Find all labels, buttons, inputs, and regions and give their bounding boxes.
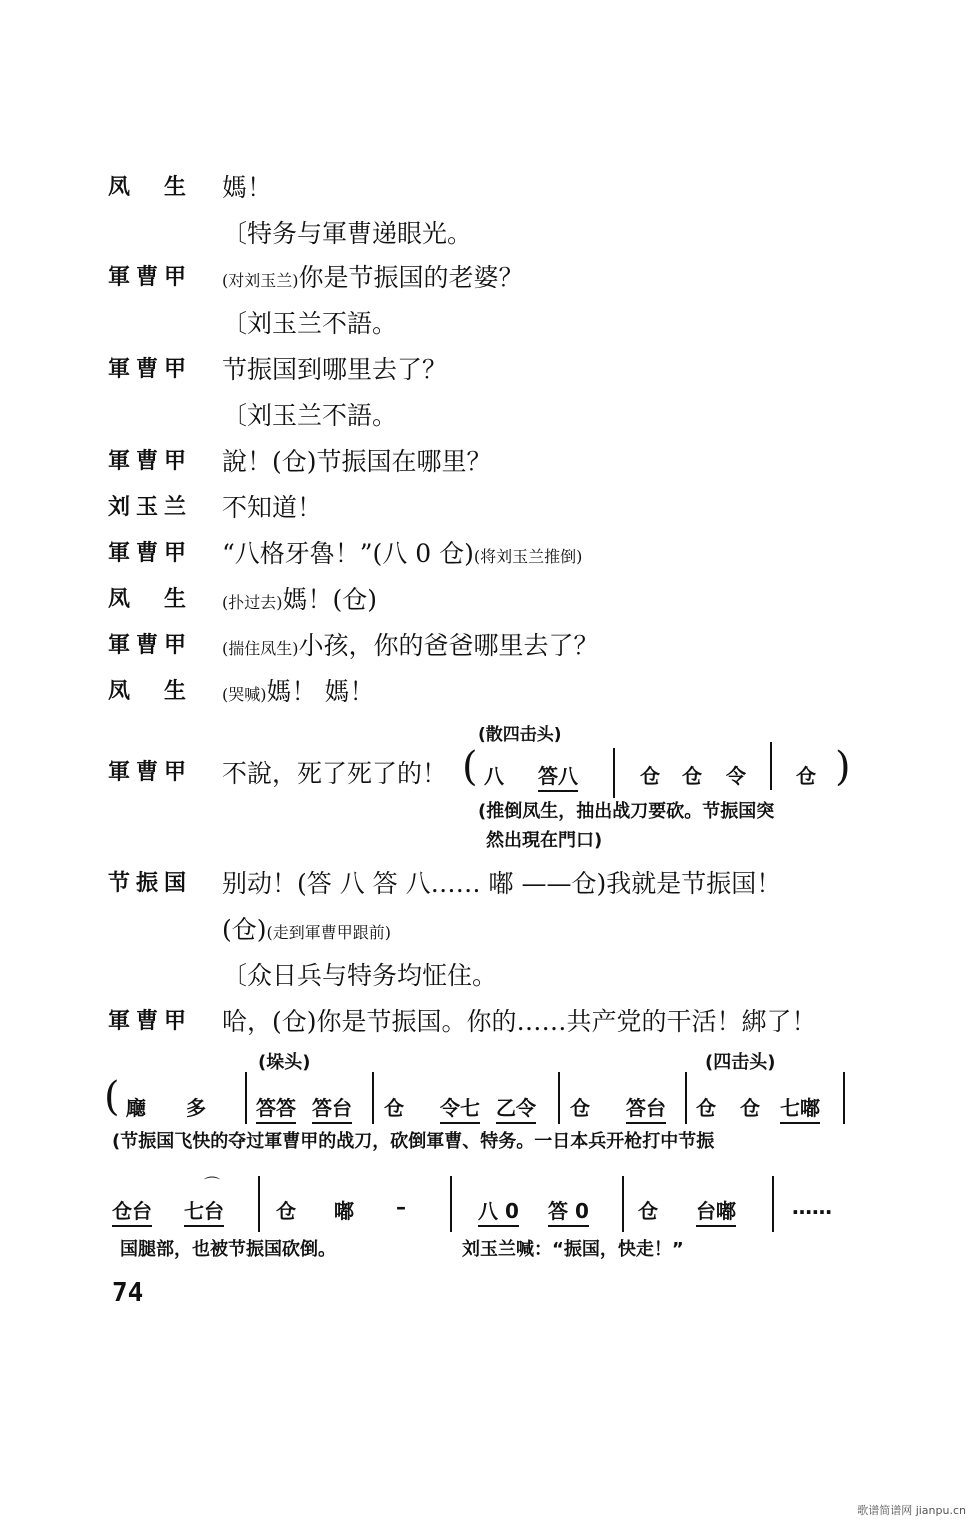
- percussion-label: (散四击头): [478, 725, 562, 745]
- notation-token: 仓: [696, 1096, 716, 1120]
- dialogue-text: 不知道！: [222, 493, 323, 522]
- notation-token: 廰: [126, 1096, 146, 1120]
- dialogue-line: [222, 168, 272, 204]
- dialogue-text: 〔刘玉兰不語。: [222, 401, 398, 430]
- open-paren: (: [104, 1074, 120, 1120]
- notation-token: 答台: [626, 1092, 666, 1124]
- notation-token: ……: [792, 1195, 832, 1219]
- label-sijitou: (四击头): [705, 1052, 776, 1073]
- dialogue-line: [222, 672, 374, 708]
- notation-token: 七嘟: [780, 1092, 820, 1124]
- dialogue-text: 〔特务与軍曹递眼光。: [222, 219, 473, 248]
- dialogue-text: (仓): [222, 915, 267, 944]
- dialogue-text: 哈，(仓)你是节振国。你的……共产党的干活！綁了！: [222, 1007, 817, 1036]
- dialogue-line: [222, 350, 447, 386]
- stage-direction-line: [222, 396, 397, 432]
- speaker-name: 节振国: [108, 871, 193, 896]
- stage-direction-line: [222, 956, 497, 992]
- bar-line: [613, 748, 615, 798]
- dialogue-text: 媽！: [222, 173, 273, 202]
- stage-direction-line: [222, 214, 472, 250]
- bar-line: [258, 1176, 260, 1232]
- dialogue-line: [222, 534, 582, 570]
- notation-token: 令七: [440, 1092, 480, 1124]
- notation-token: 仓: [276, 1199, 296, 1223]
- dialogue-text: 〔刘玉兰不語。: [222, 309, 398, 338]
- notation-token: 答八: [538, 760, 578, 792]
- notation-token: 仓: [740, 1096, 760, 1120]
- stage-direction: (节振国飞快的夺过軍曹甲的战刀，砍倒軍曹、特务。一日本兵开枪打中节振: [112, 1131, 715, 1152]
- notation-token: 令: [726, 764, 746, 788]
- speaker-name: 凤 生: [108, 175, 193, 200]
- dialogue-text: 小孩，你的爸爸哪里去了？: [298, 631, 599, 660]
- dialogue-line: [222, 580, 377, 616]
- dialogue-text: 你是节振国的老婆？: [298, 263, 524, 292]
- stage-direction: (走到軍曹甲跟前): [266, 923, 392, 942]
- speaker-name: 軍曹甲: [108, 265, 193, 290]
- dialogue-line: [222, 864, 781, 900]
- bar-line: [772, 1176, 774, 1232]
- stage-direction: (将刘玉兰推倒): [473, 547, 583, 566]
- dialogue-text: 〔众日兵与特务均怔住。: [222, 961, 498, 990]
- speaker-name: 軍曹甲: [108, 1009, 193, 1034]
- dialogue-text: 节振国到哪里去了？: [222, 355, 448, 384]
- dialogue-line: [222, 258, 524, 294]
- notation-token: 仓: [384, 1096, 404, 1120]
- label-duotou: (垛头): [258, 1052, 311, 1073]
- stage-direction: (扑过去): [222, 593, 283, 612]
- bar-line: [770, 742, 772, 790]
- bar-line: [558, 1072, 560, 1124]
- stage-direction-line: [222, 304, 397, 340]
- stage-direction: 然出現在門口): [486, 830, 603, 851]
- dialogue-text: 媽！(仓): [282, 585, 378, 614]
- notation-token: 台嘟: [696, 1195, 736, 1227]
- dialogue-text: 說！(仓)节振国在哪里？: [222, 447, 492, 476]
- notation-token: 仓台: [112, 1195, 152, 1227]
- stage-direction-line: [222, 910, 391, 946]
- bar-line: [245, 1072, 247, 1124]
- bar-line: [372, 1072, 374, 1124]
- stage-direction: 国腿部，也被节振国砍倒。: [120, 1239, 336, 1260]
- notation-token: 八 0: [478, 1195, 519, 1227]
- dialogue-text: 媽！ 媽！: [266, 677, 375, 706]
- speaker-name: 軍曹甲: [108, 357, 193, 382]
- notation-token: 答台: [312, 1092, 352, 1124]
- notation-token: 答 0: [548, 1195, 589, 1227]
- bar-line: [843, 1072, 845, 1124]
- dialogue-line: [222, 1002, 817, 1038]
- notation-token: 答答: [256, 1092, 296, 1124]
- speaker-name: 軍曹甲: [108, 449, 193, 474]
- stage-direction: (哭喊): [222, 685, 267, 704]
- notation-token: 仓: [570, 1096, 590, 1120]
- bar-line: [685, 1072, 687, 1124]
- notation-token: 八: [484, 764, 504, 788]
- dialogue-text: 别动！(答 八 答 八…… 嘟 ——仓)我就是节振国！: [222, 869, 782, 898]
- stage-direction: 刘玉兰喊：“振国，快走！”: [462, 1239, 684, 1260]
- notation-token: 乙令: [496, 1092, 536, 1124]
- dialogue-text: 不說，死了死了的！: [222, 759, 448, 788]
- notation-token: –: [396, 1195, 406, 1219]
- notation-token: 七台: [184, 1195, 224, 1227]
- close-paren: ): [835, 744, 851, 790]
- speaker-name: 刘玉兰: [108, 495, 193, 520]
- fermata-icon: ⌒: [204, 1175, 221, 1194]
- dialogue-line: [222, 442, 492, 478]
- speaker-name: 軍曹甲: [108, 633, 193, 658]
- speaker-name: 軍曹甲: [108, 541, 193, 566]
- notation-token: 多: [186, 1096, 206, 1120]
- speaker-name: 凤 生: [108, 587, 193, 612]
- stage-direction: (对刘玉兰): [222, 271, 299, 290]
- speaker-name: 凤 生: [108, 679, 193, 704]
- page-number: 74: [112, 1278, 144, 1308]
- stage-direction: (推倒凤生，抽出战刀要砍。节振国突: [478, 801, 775, 822]
- dialogue-line: [222, 626, 599, 662]
- dialogue-line: [222, 488, 322, 524]
- dialogue-text: “八格牙魯！”(八 0 仓): [222, 539, 474, 568]
- notation-token: 仓: [638, 1199, 658, 1223]
- open-paren: (: [462, 744, 478, 790]
- notation-token: 嘟: [334, 1199, 354, 1223]
- speaker-name: 軍曹甲: [108, 760, 193, 785]
- stage-direction: (揣住凤生): [222, 639, 299, 658]
- notation-token: 仓: [796, 764, 816, 788]
- notation-token: 仓: [640, 764, 660, 788]
- watermark: 歌谱简谱网 jianpu.cn: [857, 1504, 966, 1517]
- bar-line: [622, 1176, 624, 1232]
- bar-line: [450, 1176, 452, 1232]
- notation-token: 仓: [682, 764, 702, 788]
